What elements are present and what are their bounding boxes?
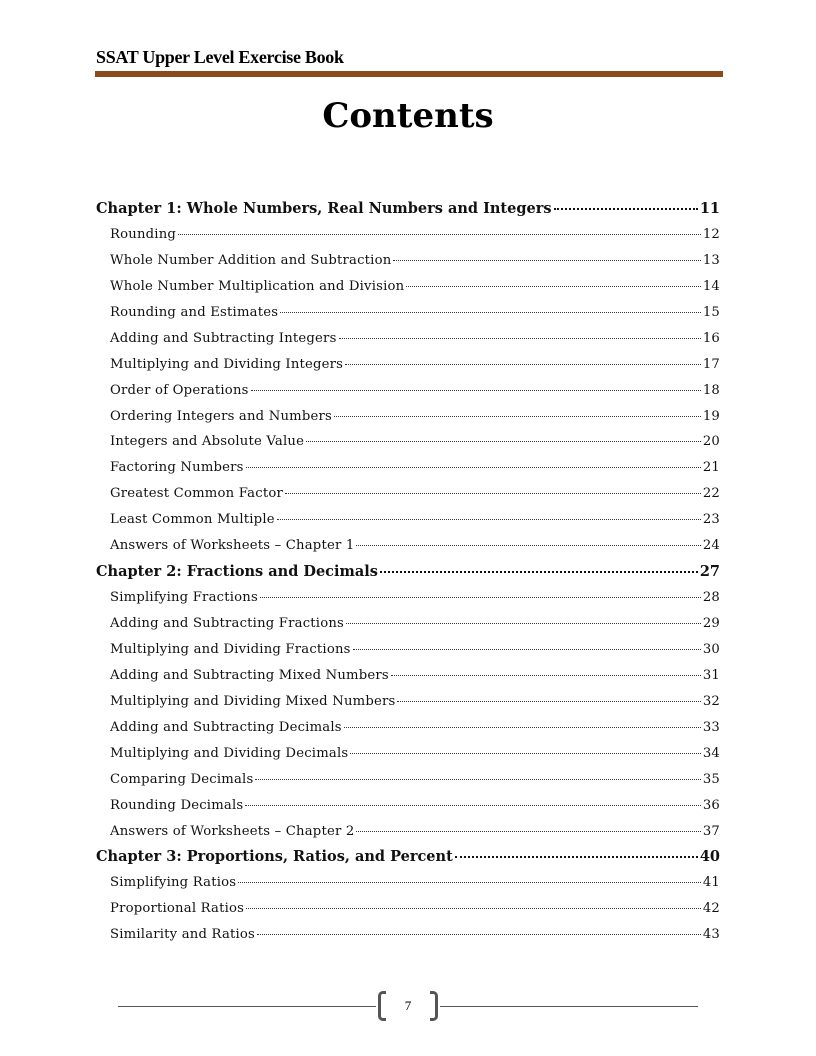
- toc-entry-title: Chapter 1: Whole Numbers, Real Numbers and Integers: [96, 200, 552, 217]
- toc-dot-leader: [257, 934, 701, 935]
- toc-entry-title: Adding and Subtracting Mixed Numbers: [110, 667, 389, 683]
- toc-entry-title: Chapter 3: Proportions, Ratios, and Percent: [96, 848, 453, 866]
- toc-entry-title: Answers of Worksheets – Chapter 1: [110, 538, 355, 554]
- toc-entry-page: 35: [702, 771, 720, 787]
- toc-entry-page: 34: [702, 745, 720, 761]
- toc-entry-page: 24: [702, 538, 720, 554]
- toc-dot-leader: [393, 260, 700, 261]
- toc-entry-page: 33: [702, 719, 720, 735]
- toc-entry-page: 41: [702, 875, 720, 891]
- toc-entry-title: Multiplying and Dividing Decimals: [110, 745, 349, 761]
- toc-section-entry[interactable]: [96, 274, 720, 300]
- toc-entry-page: 13: [702, 252, 720, 268]
- toc-dot-leader: [554, 208, 698, 210]
- toc-section-entry[interactable]: [96, 585, 720, 611]
- footer-line-left: [118, 1006, 376, 1007]
- toc-entry-title: Adding and Subtracting Integers: [110, 330, 337, 346]
- toc-entry-title: Simplifying Ratios: [110, 875, 237, 891]
- toc-section-entry[interactable]: [96, 481, 720, 507]
- toc-chapter-entry[interactable]: [96, 559, 720, 585]
- toc-entry-title: Factoring Numbers: [110, 460, 244, 476]
- toc-entry-title: Multiplying and Dividing Fractions: [110, 641, 351, 657]
- toc-dot-leader: [178, 234, 701, 235]
- toc-section-entry[interactable]: [96, 429, 720, 455]
- toc-entry-page: 18: [702, 382, 720, 398]
- toc-section-entry[interactable]: [96, 533, 720, 559]
- toc-dot-leader: [344, 727, 701, 728]
- toc-dot-leader: [455, 856, 698, 858]
- toc-entry-title: Proportional Ratios: [110, 901, 245, 917]
- footer-brace-left: [378, 991, 386, 1021]
- toc-entry-title: Adding and Subtracting Decimals: [110, 719, 342, 735]
- toc-dot-leader: [260, 597, 701, 598]
- toc-entry-title: Rounding: [110, 226, 177, 242]
- toc-entry-page: 21: [702, 460, 720, 476]
- toc-dot-leader: [255, 779, 700, 780]
- toc-dot-leader: [246, 908, 701, 909]
- toc-entry-page: 14: [702, 278, 720, 294]
- toc-chapter-entry[interactable]: [96, 844, 720, 870]
- toc-entry-title: Rounding Decimals: [110, 797, 244, 813]
- toc-dot-leader: [350, 753, 700, 754]
- toc-section-entry[interactable]: [96, 741, 720, 767]
- toc-entry-page: 27: [699, 563, 720, 581]
- toc-section-entry[interactable]: [96, 326, 720, 352]
- toc-dot-leader: [406, 286, 700, 287]
- toc-section-entry[interactable]: [96, 455, 720, 481]
- toc-entry-title: Comparing Decimals: [110, 771, 254, 787]
- toc-dot-leader: [356, 545, 700, 546]
- toc-entry-title: Whole Number Multiplication and Division: [110, 278, 405, 294]
- toc-entry-title: Rounding and Estimates: [110, 304, 279, 320]
- toc-section-entry[interactable]: [96, 222, 720, 248]
- toc-entry-title: Chapter 2: Fractions and Decimals: [96, 563, 378, 581]
- toc-section-entry[interactable]: [96, 352, 720, 378]
- toc-entry-title: Adding and Subtracting Fractions: [110, 616, 345, 631]
- toc-dot-leader: [251, 390, 701, 391]
- toc-dot-leader: [285, 493, 701, 494]
- toc-entry-title: Integers and Absolute Value: [110, 434, 305, 450]
- toc-dot-leader: [356, 831, 700, 832]
- toc-entry-page: 16: [702, 330, 720, 346]
- toc-section-entry[interactable]: [96, 663, 720, 689]
- toc-entry-page: 15: [702, 304, 720, 320]
- toc-entry-page: 43: [702, 927, 720, 943]
- toc-dot-leader: [280, 312, 701, 313]
- toc-dot-leader: [245, 805, 700, 806]
- toc-entry-page: 22: [702, 486, 720, 502]
- toc-entry-page: 37: [702, 823, 720, 839]
- toc-section-entry[interactable]: [96, 922, 720, 948]
- toc-entry-page: 12: [702, 226, 720, 242]
- toc-section-entry[interactable]: [96, 378, 720, 404]
- toc-dot-leader: [397, 701, 700, 702]
- toc-entry-page: 30: [702, 641, 720, 657]
- toc-entry-page: 31: [702, 667, 720, 683]
- toc-dot-leader: [238, 882, 701, 883]
- toc-entry-title: Simplifying Fractions: [110, 590, 258, 606]
- toc-section-entry[interactable]: [96, 715, 720, 741]
- toc-entry-page: 20: [702, 434, 720, 450]
- toc-dot-leader: [306, 441, 701, 442]
- header-rule: [95, 71, 723, 77]
- toc-entry-title: Multiplying and Dividing Mixed Numbers: [110, 693, 396, 709]
- toc-dot-leader: [346, 623, 701, 624]
- toc-dot-leader: [246, 467, 701, 468]
- toc-entry-page: 23: [702, 512, 720, 528]
- toc-section-entry[interactable]: [96, 793, 720, 819]
- toc-section-entry[interactable]: [96, 870, 720, 896]
- toc-dot-leader: [353, 649, 701, 650]
- toc-entry-title: Least Common Multiple: [110, 512, 275, 528]
- toc-dot-leader: [391, 675, 701, 676]
- toc-section-entry[interactable]: [96, 819, 720, 845]
- toc-section-entry[interactable]: [96, 637, 720, 663]
- book-title: SSAT Upper Level Exercise Book: [96, 47, 344, 67]
- toc-entry-title: Greatest Common Factor: [110, 486, 283, 502]
- toc-section-entry[interactable]: [96, 300, 720, 326]
- toc-entry-page: 17: [702, 356, 720, 372]
- footer-brace-right: [430, 991, 438, 1021]
- toc-entry-title: Whole Number Addition and Subtraction: [110, 252, 392, 268]
- toc-entry-title: Ordering Integers and Numbers: [110, 408, 332, 424]
- toc-entry-page: 42: [702, 901, 720, 917]
- toc-entry-page: 11: [699, 200, 720, 217]
- page-heading: Contents: [322, 96, 494, 136]
- toc-section-entry[interactable]: [96, 248, 720, 274]
- toc-section-entry[interactable]: [96, 507, 720, 533]
- toc-dot-leader: [334, 416, 701, 417]
- toc-entry-page: 29: [702, 616, 720, 631]
- toc-entry-page: 32: [702, 693, 720, 709]
- table-of-contents: [96, 196, 720, 948]
- toc-dot-leader: [277, 519, 701, 520]
- toc-dot-leader: [339, 338, 701, 339]
- footer-line-right: [440, 1006, 698, 1007]
- toc-dot-leader: [345, 364, 701, 365]
- toc-entry-title: Multiplying and Dividing Integers: [110, 356, 344, 372]
- page-number: 7: [404, 998, 412, 1013]
- toc-section-entry[interactable]: [96, 611, 720, 637]
- toc-entry-title: Order of Operations: [110, 382, 249, 398]
- toc-entry-page: 40: [699, 848, 720, 866]
- toc-entry-title: Similarity and Ratios: [110, 927, 256, 943]
- toc-entry-page: 28: [702, 590, 720, 606]
- toc-chapter-entry[interactable]: [96, 196, 720, 222]
- toc-section-entry[interactable]: [96, 896, 720, 922]
- toc-entry-page: 36: [702, 797, 720, 813]
- toc-entry-page: 19: [702, 408, 720, 424]
- toc-entry-title: Answers of Worksheets – Chapter 2: [110, 823, 355, 839]
- toc-section-entry[interactable]: [96, 404, 720, 430]
- toc-section-entry[interactable]: [96, 689, 720, 715]
- toc-dot-leader: [380, 571, 698, 573]
- toc-section-entry[interactable]: [96, 767, 720, 793]
